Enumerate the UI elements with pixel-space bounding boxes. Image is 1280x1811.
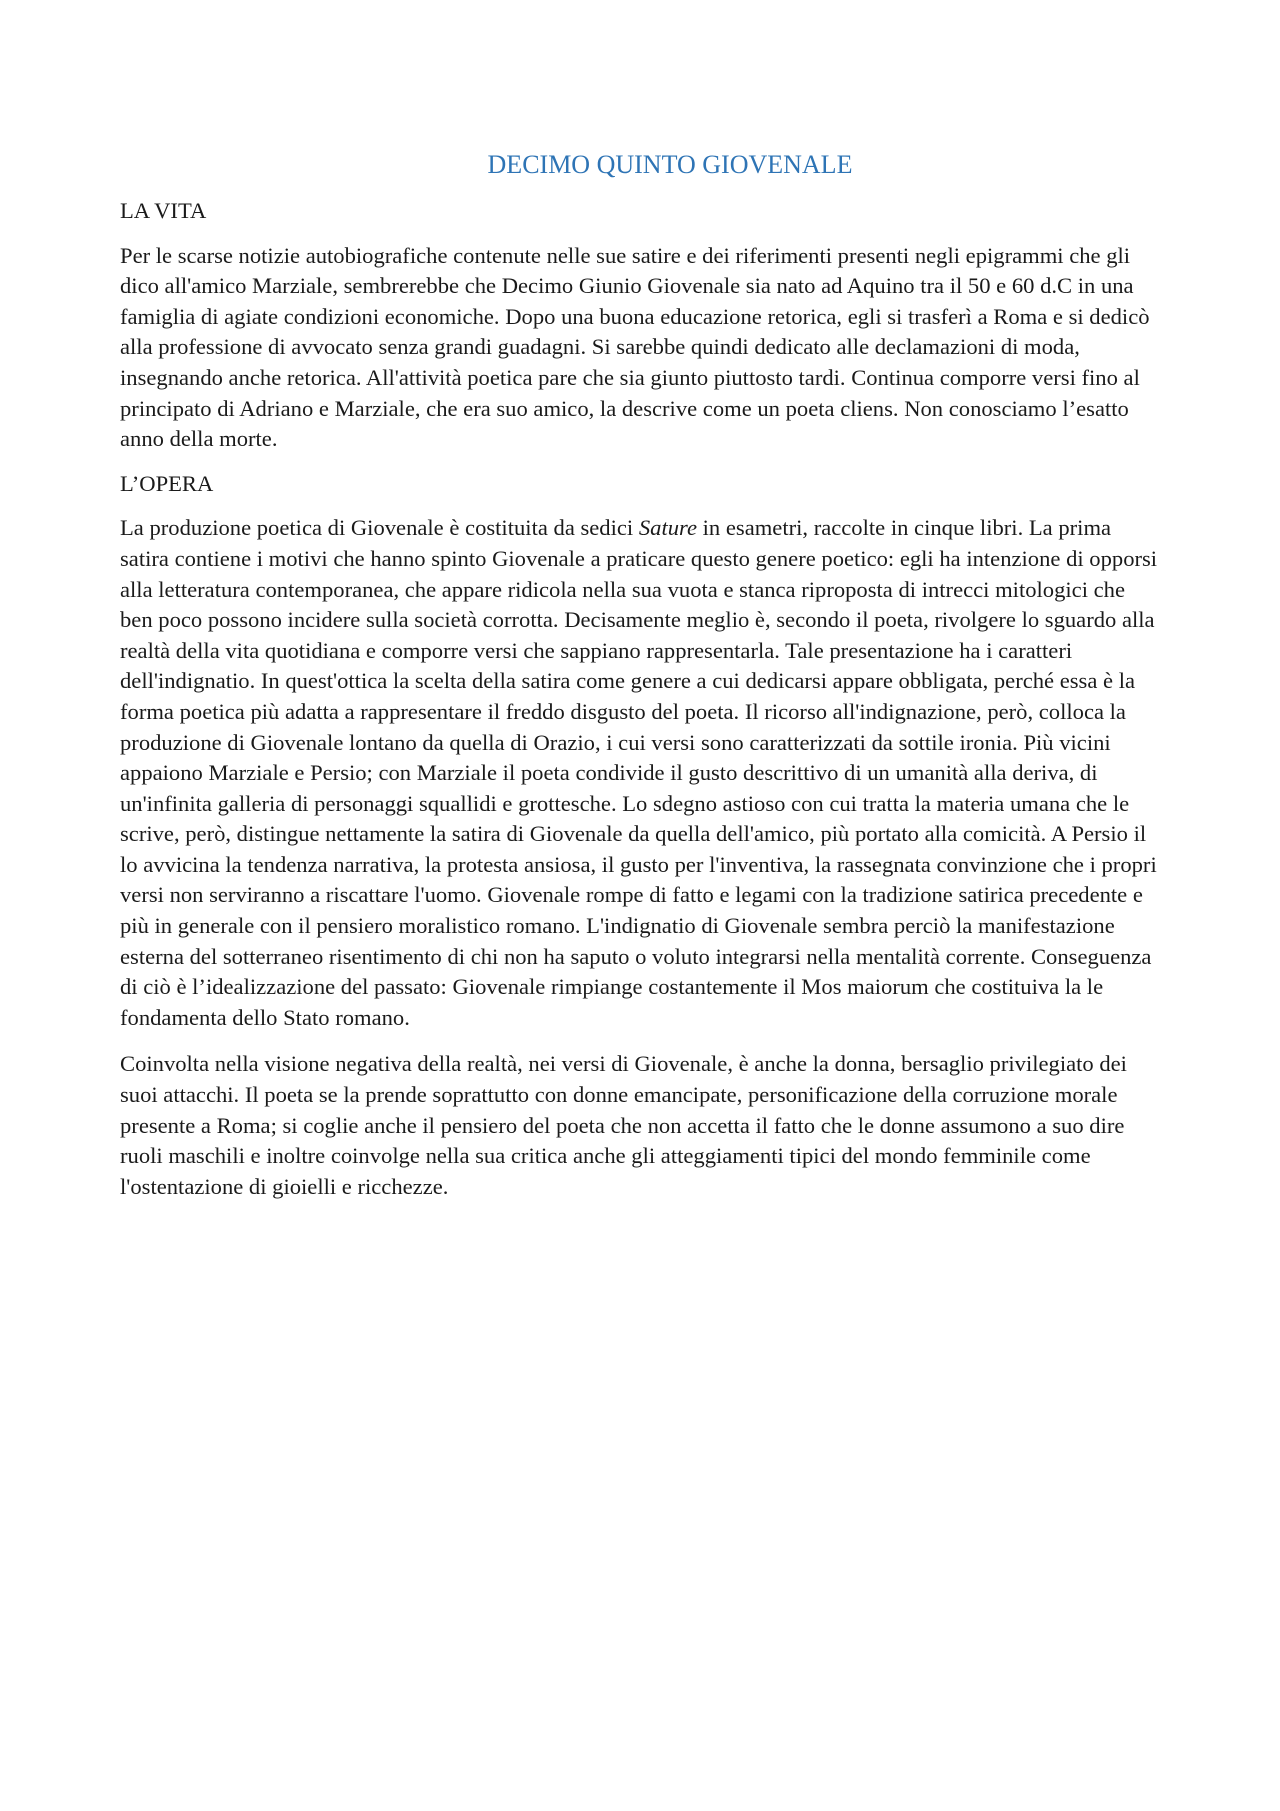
section-heading-la-vita: LA VITA	[120, 198, 207, 223]
paragraph-donna: Coinvolta nella visione negativa della realtà, nei versi di Giovenale, è anche la donna, bersaglio privilegiato dei suoi attacchi. Il poeta se la prende soprattutto con donne emancipate, personificazione della corruzione morale presente a Roma; si coglie anche il pensiero del poeta che non accetta il fatto che le donne assumono a suo dire ruoli maschili e inoltre coinvolge nella sua critica anche gli atteggiamenti tipici del mondo femminile come l'ostentazione di gioielli e ricchezze.	[120, 1051, 1127, 1199]
document-title: DECIMO QUINTO GIOVENALE	[487, 150, 853, 179]
paragraph-l-opera	[120, 513, 1160, 1033]
document-body	[120, 148, 1160, 1216]
paragraph-la-vita: Per le scarse notizie autobiografiche contenute nelle sue satire e dei riferimenti presenti negli epigrammi che gli dico all'amico Marziale, sembrerebbe che Decimo Giunio Giovenale sia nato ad Aquino tra il 50 e 60 d.C in una famiglia di agiate condizioni economiche. Dopo una buona educazione retorica, egli si trasferì a Roma e si dedicò alla professione di avvocato senza grandi guadagni. Si sarebbe quindi dedicato alle declamazioni di moda, insegnando anche retorica. All'attività poetica pare che sia giunto piuttosto tardi. Continua comporre versi fino al principato di Adriano e Marziale, che era suo amico, la descrive come un poeta cliens. Non conosciamo l’esatto anno della morte.	[120, 242, 1150, 452]
italic-title-sature: Sature	[638, 515, 697, 541]
section-heading-l-opera: L’OPERA	[120, 470, 214, 496]
paragraph-l-opera-part-1: La produzione poetica di Giovenale è costituita da sedici	[120, 515, 639, 541]
paragraph-l-opera-part-2: in esametri, raccolte in cinque libri. La prima satira contiene i motivi che hanno spinto Giovenale a praticare questo genere poetico: egli ha intenzione di opporsi alla letteratura contemporanea, che appare ridicola nella sua vuota e stanca riproposta di intrecci mitologici che ben poco possono incidere sulla società corrotta. Decisamente meglio è, secondo il poeta, rivolgere lo sguardo alla realtà della vita quotidiana e comporre versi che sappiano rappresentarla. Tale presentazione ha i caratteri dell'indignatio. In quest'ottica la scelta della satira come genere a cui dedicarsi appare obbligata, perché essa è la forma poetica più adatta a rappresentare il freddo disgusto del poeta. Il ricorso all'indignazione, però, colloca la produzione di Giovenale lontano da quella di Orazio, i cui versi sono caratterizzati da sottile ironia. Più vicini appaiono Marziale e Persio; con Marziale il poeta condivide il gusto descrittivo di un umanità alla deriva, di un'infinita galleria di personaggi squallidi e grottesche. Lo sdegno astioso con cui tratta la materia umana che le scrive, però, distingue nettamente la satira di Giovenale da quella dell'amico, più portato alla comicità. A Persio il lo avvicina la tendenza narrativa, la protesta ansiosa, il gusto per l'inventiva, la rassegnata convinzione che i propri versi non serviranno a riscattare l'uomo. Giovenale rompe di fatto e legami con la tradizione satirica precedente e più in generale con il pensiero moralistico romano. L'indignatio di Giovenale sembra perciò la manifestazione esterna del sotterraneo risentimento di chi non ha saputo o voluto integrarsi nella mentalità corrente. Conseguenza di ciò è l’idealizzazione del passato: Giovenale rimpiange costantemente il Mos maiorum che costituiva la le fondamenta dello Stato romano.	[120, 515, 1158, 1030]
